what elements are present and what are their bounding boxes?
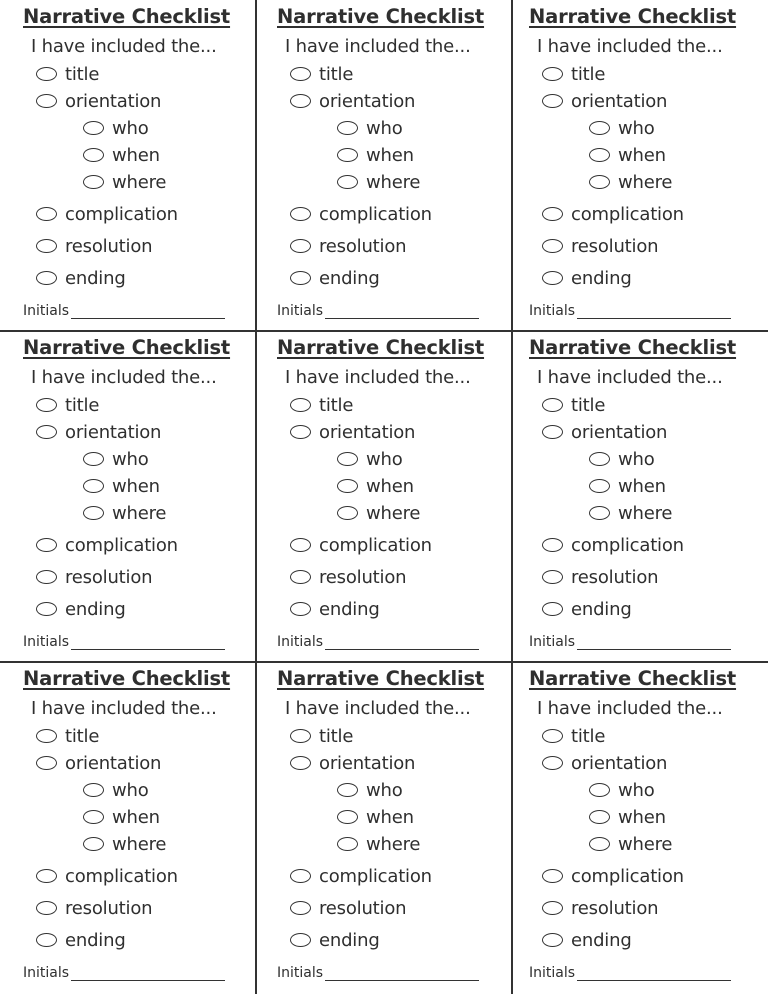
checkbox-oval-icon[interactable] [290, 207, 311, 221]
checkbox-oval-icon[interactable] [337, 452, 358, 466]
checklist-item-label: where [618, 833, 673, 855]
checkbox-oval-icon[interactable] [337, 479, 358, 493]
checklist-item-orientation[interactable] [542, 90, 667, 112]
checklist-item-label: orientation [65, 90, 162, 112]
checkbox-oval-icon[interactable] [589, 452, 610, 466]
checkbox-oval-icon[interactable] [83, 479, 104, 493]
checkbox-oval-icon[interactable] [589, 479, 610, 493]
card-intro: I have included the... [31, 36, 217, 57]
checkbox-oval-icon[interactable] [36, 538, 57, 552]
checklist-item-label: resolution [319, 566, 407, 588]
card-intro: I have included the... [537, 367, 723, 388]
checklist-item-label: who [366, 779, 403, 801]
checklist-item-label: title [571, 725, 606, 747]
checklist-item-label: complication [65, 534, 178, 556]
checkbox-oval-icon[interactable] [83, 506, 104, 520]
narrative-checklist-card [512, 331, 768, 662]
checklist-item-label: ending [65, 598, 126, 620]
checkbox-oval-icon[interactable] [589, 783, 610, 797]
initials-blank-line[interactable] [325, 966, 479, 981]
checklist-item-complication[interactable] [290, 534, 432, 556]
checklist-item-label: where [366, 833, 421, 855]
checklist-item-title[interactable] [290, 63, 353, 85]
checklist-item-label: resolution [319, 235, 407, 257]
checkbox-oval-icon[interactable] [36, 94, 57, 108]
checklist-item-when[interactable] [589, 806, 666, 828]
checkbox-oval-icon[interactable] [290, 94, 311, 108]
checklist-item-resolution[interactable] [542, 566, 658, 588]
checkbox-oval-icon[interactable] [589, 148, 610, 162]
checklist-item-when[interactable] [83, 806, 160, 828]
checklist-item-label: when [112, 144, 160, 166]
checklist-item-label: complication [571, 865, 684, 887]
checklist-item-where[interactable] [589, 833, 672, 855]
checklist-item-who[interactable] [589, 117, 655, 139]
checkbox-oval-icon[interactable] [83, 121, 104, 135]
checkbox-oval-icon[interactable] [542, 933, 563, 947]
checkbox-oval-icon[interactable] [83, 810, 104, 824]
checkbox-oval-icon[interactable] [36, 869, 57, 883]
checklist-item-label: orientation [319, 752, 416, 774]
initials-blank-line[interactable] [577, 966, 731, 981]
checkbox-oval-icon[interactable] [36, 570, 57, 584]
narrative-checklist-card [256, 662, 512, 993]
checkbox-oval-icon[interactable] [36, 756, 57, 770]
checklist-item-ending[interactable] [36, 598, 126, 620]
checkbox-oval-icon[interactable] [337, 121, 358, 135]
checklist-item-label: when [618, 806, 666, 828]
checklist-item-label: ending [319, 598, 380, 620]
checkbox-oval-icon[interactable] [83, 175, 104, 189]
checklist-item-resolution[interactable] [36, 235, 152, 257]
checkbox-oval-icon[interactable] [542, 207, 563, 221]
checkbox-oval-icon[interactable] [290, 901, 311, 915]
checklist-item-label: orientation [319, 421, 416, 443]
checklist-item-label: resolution [65, 897, 153, 919]
narrative-checklist-card [256, 0, 512, 331]
checklist-item-label: who [366, 117, 403, 139]
checklist-item-label: title [571, 394, 606, 416]
checklist-item-complication[interactable] [36, 203, 178, 225]
checkbox-oval-icon[interactable] [290, 570, 311, 584]
initials-label: Initials [529, 634, 576, 650]
initials-blank-line[interactable] [71, 635, 225, 650]
checkbox-oval-icon[interactable] [337, 148, 358, 162]
checkbox-oval-icon[interactable] [83, 452, 104, 466]
checklist-item-label: when [618, 475, 666, 497]
checklist-item-label: resolution [65, 566, 153, 588]
checklist-item-label: complication [571, 534, 684, 556]
checklist-item-orientation[interactable] [542, 421, 667, 443]
checklist-item-label: ending [571, 598, 632, 620]
checklist-item-ending[interactable] [290, 267, 380, 289]
checklist-item-complication[interactable] [290, 865, 432, 887]
checkbox-oval-icon[interactable] [589, 175, 610, 189]
checklist-item-complication[interactable] [542, 534, 684, 556]
checklist-item-title[interactable] [36, 63, 99, 85]
checkbox-oval-icon[interactable] [36, 729, 57, 743]
checkbox-oval-icon[interactable] [337, 837, 358, 851]
narrative-checklist-card [512, 0, 768, 331]
checklist-item-orientation[interactable] [36, 90, 161, 112]
initials-label: Initials [277, 965, 324, 981]
checkbox-oval-icon[interactable] [589, 837, 610, 851]
checklist-item-label: ending [65, 267, 126, 289]
card-intro: I have included the... [285, 367, 471, 388]
checkbox-oval-icon[interactable] [337, 506, 358, 520]
checkbox-oval-icon[interactable] [36, 398, 57, 412]
checkbox-oval-icon[interactable] [542, 67, 563, 81]
checkbox-oval-icon[interactable] [542, 901, 563, 915]
card-intro: I have included the... [31, 367, 217, 388]
checklist-item-label: when [112, 475, 160, 497]
checklist-item-ending[interactable] [36, 929, 126, 951]
checkbox-oval-icon[interactable] [290, 538, 311, 552]
checklist-item-title[interactable] [290, 725, 353, 747]
checklist-item-ending[interactable] [36, 267, 126, 289]
checkbox-oval-icon[interactable] [542, 271, 563, 285]
checklist-item-title[interactable] [542, 725, 605, 747]
checklist-item-label: resolution [65, 235, 153, 257]
checklist-item-ending[interactable] [542, 929, 632, 951]
checkbox-oval-icon[interactable] [542, 756, 563, 770]
checklist-item-orientation[interactable] [290, 90, 415, 112]
checkbox-oval-icon[interactable] [542, 94, 563, 108]
checklist-item-resolution[interactable] [290, 235, 406, 257]
checkbox-oval-icon[interactable] [36, 933, 57, 947]
initials-blank-line[interactable] [71, 304, 225, 319]
checklist-item-resolution[interactable] [36, 897, 152, 919]
checklist-item-label: who [112, 779, 149, 801]
checklist-item-who[interactable] [589, 779, 655, 801]
initials-blank-line[interactable] [577, 635, 731, 650]
checklist-item-complication[interactable] [36, 534, 178, 556]
checklist-item-who[interactable] [83, 448, 149, 470]
checklist-item-label: where [618, 171, 673, 193]
checklist-item-title[interactable] [290, 394, 353, 416]
checklist-item-label: title [319, 63, 354, 85]
checklist-item-label: title [319, 725, 354, 747]
card-title: Narrative Checklist [23, 5, 231, 28]
checkbox-oval-icon[interactable] [589, 506, 610, 520]
checklist-item-who[interactable] [337, 448, 403, 470]
initials-label: Initials [277, 634, 324, 650]
card-intro: I have included the... [537, 36, 723, 57]
checkbox-oval-icon[interactable] [83, 148, 104, 162]
checklist-item-when[interactable] [589, 475, 666, 497]
checkbox-oval-icon[interactable] [290, 67, 311, 81]
checkbox-oval-icon[interactable] [290, 869, 311, 883]
checkbox-oval-icon[interactable] [36, 901, 57, 915]
checklist-item-who[interactable] [589, 448, 655, 470]
checkbox-oval-icon[interactable] [542, 538, 563, 552]
checklist-item-label: who [618, 448, 655, 470]
checklist-item-label: orientation [571, 752, 668, 774]
checklist-item-label: where [366, 502, 421, 524]
checklist-item-resolution[interactable] [36, 566, 152, 588]
card-title: Narrative Checklist [277, 336, 485, 359]
checklist-item-where[interactable] [589, 502, 672, 524]
checklist-item-label: who [112, 117, 149, 139]
initials-field[interactable] [529, 634, 731, 650]
narrative-checklist-card [512, 662, 768, 993]
checkbox-oval-icon[interactable] [83, 837, 104, 851]
initials-blank-line[interactable] [325, 304, 479, 319]
checklist-item-label: orientation [65, 421, 162, 443]
checklist-item-when[interactable] [337, 806, 414, 828]
initials-label: Initials [529, 303, 576, 319]
checklist-item-complication[interactable] [542, 865, 684, 887]
initials-field[interactable] [277, 634, 479, 650]
checklist-item-where[interactable] [83, 502, 166, 524]
checklist-item-title[interactable] [542, 394, 605, 416]
checklist-item-who[interactable] [337, 779, 403, 801]
checklist-item-label: orientation [571, 90, 668, 112]
checklist-item-ending[interactable] [290, 598, 380, 620]
checklist-item-label: ending [571, 929, 632, 951]
checklist-item-label: who [112, 448, 149, 470]
checklist-item-who[interactable] [83, 117, 149, 139]
checklist-item-orientation[interactable] [290, 752, 415, 774]
checklist-item-resolution[interactable] [542, 897, 658, 919]
narrative-checklist-card [256, 331, 512, 662]
checkbox-oval-icon[interactable] [337, 783, 358, 797]
card-title: Narrative Checklist [529, 5, 737, 28]
checkbox-oval-icon[interactable] [542, 869, 563, 883]
checklist-item-label: when [366, 144, 414, 166]
checklist-item-complication[interactable] [290, 203, 432, 225]
checkbox-oval-icon[interactable] [290, 239, 311, 253]
checklist-item-where[interactable] [337, 833, 420, 855]
narrative-checklist-card [0, 331, 256, 662]
checklist-item-label: ending [65, 929, 126, 951]
checklist-item-title[interactable] [36, 394, 99, 416]
card-intro: I have included the... [31, 698, 217, 719]
initials-field[interactable] [23, 303, 225, 319]
checklist-item-label: resolution [571, 235, 659, 257]
narrative-checklist-card [0, 0, 256, 331]
checkbox-oval-icon[interactable] [290, 729, 311, 743]
checklist-item-where[interactable] [83, 833, 166, 855]
checklist-item-resolution[interactable] [290, 566, 406, 588]
checklist-item-orientation[interactable] [36, 421, 161, 443]
card-intro: I have included the... [537, 698, 723, 719]
initials-label: Initials [277, 303, 324, 319]
checklist-item-resolution[interactable] [290, 897, 406, 919]
checklist-item-label: who [618, 117, 655, 139]
checklist-item-title[interactable] [542, 63, 605, 85]
checklist-item-label: ending [319, 267, 380, 289]
checkbox-oval-icon[interactable] [542, 239, 563, 253]
checklist-item-where[interactable] [83, 171, 166, 193]
checklist-item-label: title [571, 63, 606, 85]
checklist-item-orientation[interactable] [290, 421, 415, 443]
checkbox-oval-icon[interactable] [83, 783, 104, 797]
card-title: Narrative Checklist [23, 336, 231, 359]
checkbox-oval-icon[interactable] [337, 810, 358, 824]
initials-blank-line[interactable] [325, 635, 479, 650]
checklist-item-label: complication [571, 203, 684, 225]
checklist-item-label: orientation [319, 90, 416, 112]
checkbox-oval-icon[interactable] [589, 121, 610, 135]
checklist-item-when[interactable] [337, 144, 414, 166]
checkbox-oval-icon[interactable] [337, 175, 358, 189]
card-title: Narrative Checklist [529, 336, 737, 359]
checklist-item-label: ending [319, 929, 380, 951]
checkbox-oval-icon[interactable] [542, 729, 563, 743]
checklist-item-where[interactable] [337, 502, 420, 524]
checklist-item-who[interactable] [83, 779, 149, 801]
checklist-item-label: where [112, 502, 167, 524]
checklist-item-label: complication [319, 203, 432, 225]
checklist-item-label: complication [319, 534, 432, 556]
checklist-item-ending[interactable] [542, 267, 632, 289]
checklist-item-label: when [112, 806, 160, 828]
checkbox-oval-icon[interactable] [290, 602, 311, 616]
checklist-item-label: where [618, 502, 673, 524]
checkbox-oval-icon[interactable] [36, 271, 57, 285]
checklist-item-label: when [366, 806, 414, 828]
card-title: Narrative Checklist [529, 667, 737, 690]
checkbox-oval-icon[interactable] [36, 207, 57, 221]
checklist-item-label: when [618, 144, 666, 166]
checklist-item-complication[interactable] [36, 865, 178, 887]
checklist-item-label: complication [65, 203, 178, 225]
initials-label: Initials [23, 634, 70, 650]
checklist-item-label: who [618, 779, 655, 801]
checklist-item-label: orientation [571, 421, 668, 443]
initials-label: Initials [23, 303, 70, 319]
narrative-checklist-card [0, 662, 256, 993]
checkbox-oval-icon[interactable] [290, 933, 311, 947]
checklist-item-label: title [319, 394, 354, 416]
card-title: Narrative Checklist [23, 667, 231, 690]
checklist-item-where[interactable] [337, 171, 420, 193]
checklist-item-label: resolution [571, 566, 659, 588]
checklist-item-where[interactable] [589, 171, 672, 193]
checklist-item-label: who [366, 448, 403, 470]
checkbox-oval-icon[interactable] [589, 810, 610, 824]
initials-field[interactable] [529, 965, 731, 981]
checklist-item-label: where [112, 833, 167, 855]
checkbox-oval-icon[interactable] [36, 239, 57, 253]
checklist-item-when[interactable] [337, 475, 414, 497]
card-intro: I have included the... [285, 36, 471, 57]
checklist-item-label: title [65, 63, 100, 85]
checkbox-oval-icon[interactable] [36, 425, 57, 439]
initials-blank-line[interactable] [577, 304, 731, 319]
initials-field[interactable] [529, 303, 731, 319]
initials-field[interactable] [277, 303, 479, 319]
checklist-item-who[interactable] [337, 117, 403, 139]
checkbox-oval-icon[interactable] [290, 756, 311, 770]
checkbox-oval-icon[interactable] [542, 398, 563, 412]
checklist-item-label: title [65, 394, 100, 416]
checklist-item-label: ending [571, 267, 632, 289]
initials-field[interactable] [23, 965, 225, 981]
checklist-item-label: title [65, 725, 100, 747]
checklist-item-orientation[interactable] [542, 752, 667, 774]
checklist-item-ending[interactable] [542, 598, 632, 620]
checklist-item-label: resolution [319, 897, 407, 919]
checklist-item-label: where [366, 171, 421, 193]
checklist-item-when[interactable] [589, 144, 666, 166]
initials-field[interactable] [277, 965, 479, 981]
card-intro: I have included the... [285, 698, 471, 719]
checkbox-oval-icon[interactable] [290, 271, 311, 285]
checklist-item-when[interactable] [83, 144, 160, 166]
checkbox-oval-icon[interactable] [290, 398, 311, 412]
checkbox-oval-icon[interactable] [542, 570, 563, 584]
checkbox-oval-icon[interactable] [36, 67, 57, 81]
checklist-item-ending[interactable] [290, 929, 380, 951]
initials-label: Initials [529, 965, 576, 981]
checklist-item-when[interactable] [83, 475, 160, 497]
checklist-item-label: resolution [571, 897, 659, 919]
checklist-item-label: orientation [65, 752, 162, 774]
initials-field[interactable] [23, 634, 225, 650]
initials-blank-line[interactable] [71, 966, 225, 981]
checklist-item-label: where [112, 171, 167, 193]
checklist-item-label: complication [319, 865, 432, 887]
card-title: Narrative Checklist [277, 5, 485, 28]
checklist-item-label: complication [65, 865, 178, 887]
card-title: Narrative Checklist [277, 667, 485, 690]
checkbox-oval-icon[interactable] [542, 602, 563, 616]
checklist-item-title[interactable] [36, 725, 99, 747]
checkbox-oval-icon[interactable] [36, 602, 57, 616]
checkbox-oval-icon[interactable] [542, 425, 563, 439]
checklist-item-label: when [366, 475, 414, 497]
checklist-item-complication[interactable] [542, 203, 684, 225]
checkbox-oval-icon[interactable] [290, 425, 311, 439]
initials-label: Initials [23, 965, 70, 981]
checklist-item-orientation[interactable] [36, 752, 161, 774]
checklist-item-resolution[interactable] [542, 235, 658, 257]
